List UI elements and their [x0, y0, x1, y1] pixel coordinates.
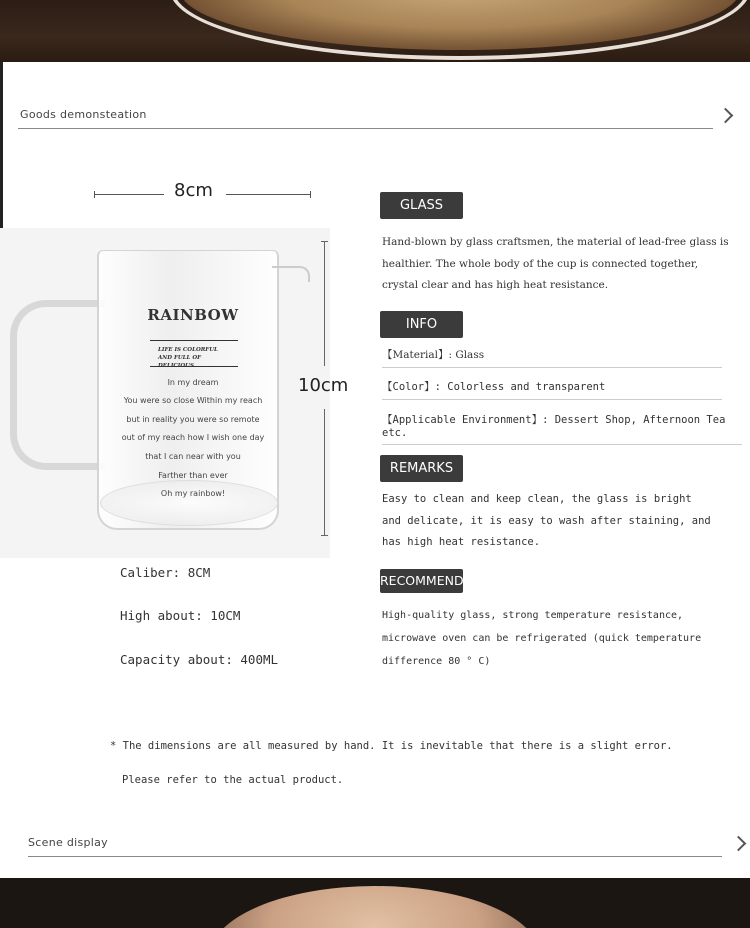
section-title-goods: Goods demonsteation [20, 108, 147, 121]
cup-print-line: You were so close Within my reach [123, 396, 263, 405]
cup-print-rule-top [150, 340, 238, 341]
dimension-tick [321, 535, 328, 536]
info-environment: 【Applicable Environment】: Dessert Shop, Afternoon Tea etc. [382, 412, 742, 445]
spec-height: High about: 10CM [120, 608, 241, 623]
measurement-note-2: Please refer to the actual product. [122, 774, 344, 786]
width-dimension [94, 180, 311, 200]
plate-rim [170, 0, 750, 60]
recommend-tab: RECOMMEND [380, 569, 463, 593]
width-dimension-label: 8cm [174, 180, 213, 201]
cup-print-tagline-2: AND FULL OF [158, 355, 202, 361]
height-dimension-label: 10cm [298, 375, 349, 396]
remarks-description: Easy to clean and keep clean, the glass is bright and delicate, it is easy to wash after staining, and has high heat resistance. [382, 493, 711, 548]
section-title-scene: Scene display [28, 836, 108, 849]
cup-print-line: out of my reach how I wish one day [121, 433, 265, 442]
glass-description: Hand-blown by glass craftsmen, the material of lead-free glass is healthier. The whole body of the cup is connected together, crystal clear and has high heat resistance. [382, 236, 729, 291]
cup-print-line: In my dream [167, 378, 219, 387]
scene-photo [0, 878, 750, 928]
info-color: 【Color】: Colorless and transparent [382, 379, 722, 400]
dimension-line [324, 409, 325, 536]
info-material: 【Material】: Glass [382, 347, 722, 368]
cup-base [100, 480, 278, 526]
cup-handle [10, 300, 105, 470]
cup-print-line: that I can near with you [145, 452, 241, 461]
chevron-right-icon[interactable] [731, 836, 747, 852]
cup-spout [272, 266, 310, 282]
product-image [0, 228, 330, 558]
info-tab: INFO [380, 311, 463, 338]
cup-print-rule-bottom [150, 366, 238, 367]
cup-print-line: but in reality you were so remote [126, 415, 260, 424]
left-edge-bar [0, 62, 3, 245]
spec-caliber: Caliber: 8CM [120, 565, 211, 580]
remarks-tab: REMARKS [380, 455, 463, 482]
cup-print-line: Farther than ever [158, 471, 228, 480]
cup-print-tagline-1: LIFE IS COLORFUL [158, 347, 218, 353]
top-product-photo [0, 0, 750, 62]
hand-image [210, 886, 540, 928]
section-divider-goods [18, 128, 713, 129]
glass-tab: GLASS [380, 192, 463, 219]
section-divider-scene [28, 856, 722, 857]
measurement-note: * The dimensions are all measured by hand. It is inevitable that there is a slight error. [110, 740, 673, 752]
dimension-line [324, 241, 325, 366]
chevron-right-icon[interactable] [718, 108, 734, 124]
cup-print-title: RAINBOW [147, 306, 239, 324]
recommend-description: High-quality glass, strong temperature resistance, microwave oven can be refrigerated (quick temperature difference 80 ° C) [382, 610, 702, 667]
spec-capacity: Capacity about: 400ML [120, 652, 279, 667]
dimension-tick [310, 191, 311, 198]
dimension-line [94, 194, 164, 195]
dimension-line [226, 194, 311, 195]
cup-print-line: Oh my rainbow! [160, 489, 226, 498]
